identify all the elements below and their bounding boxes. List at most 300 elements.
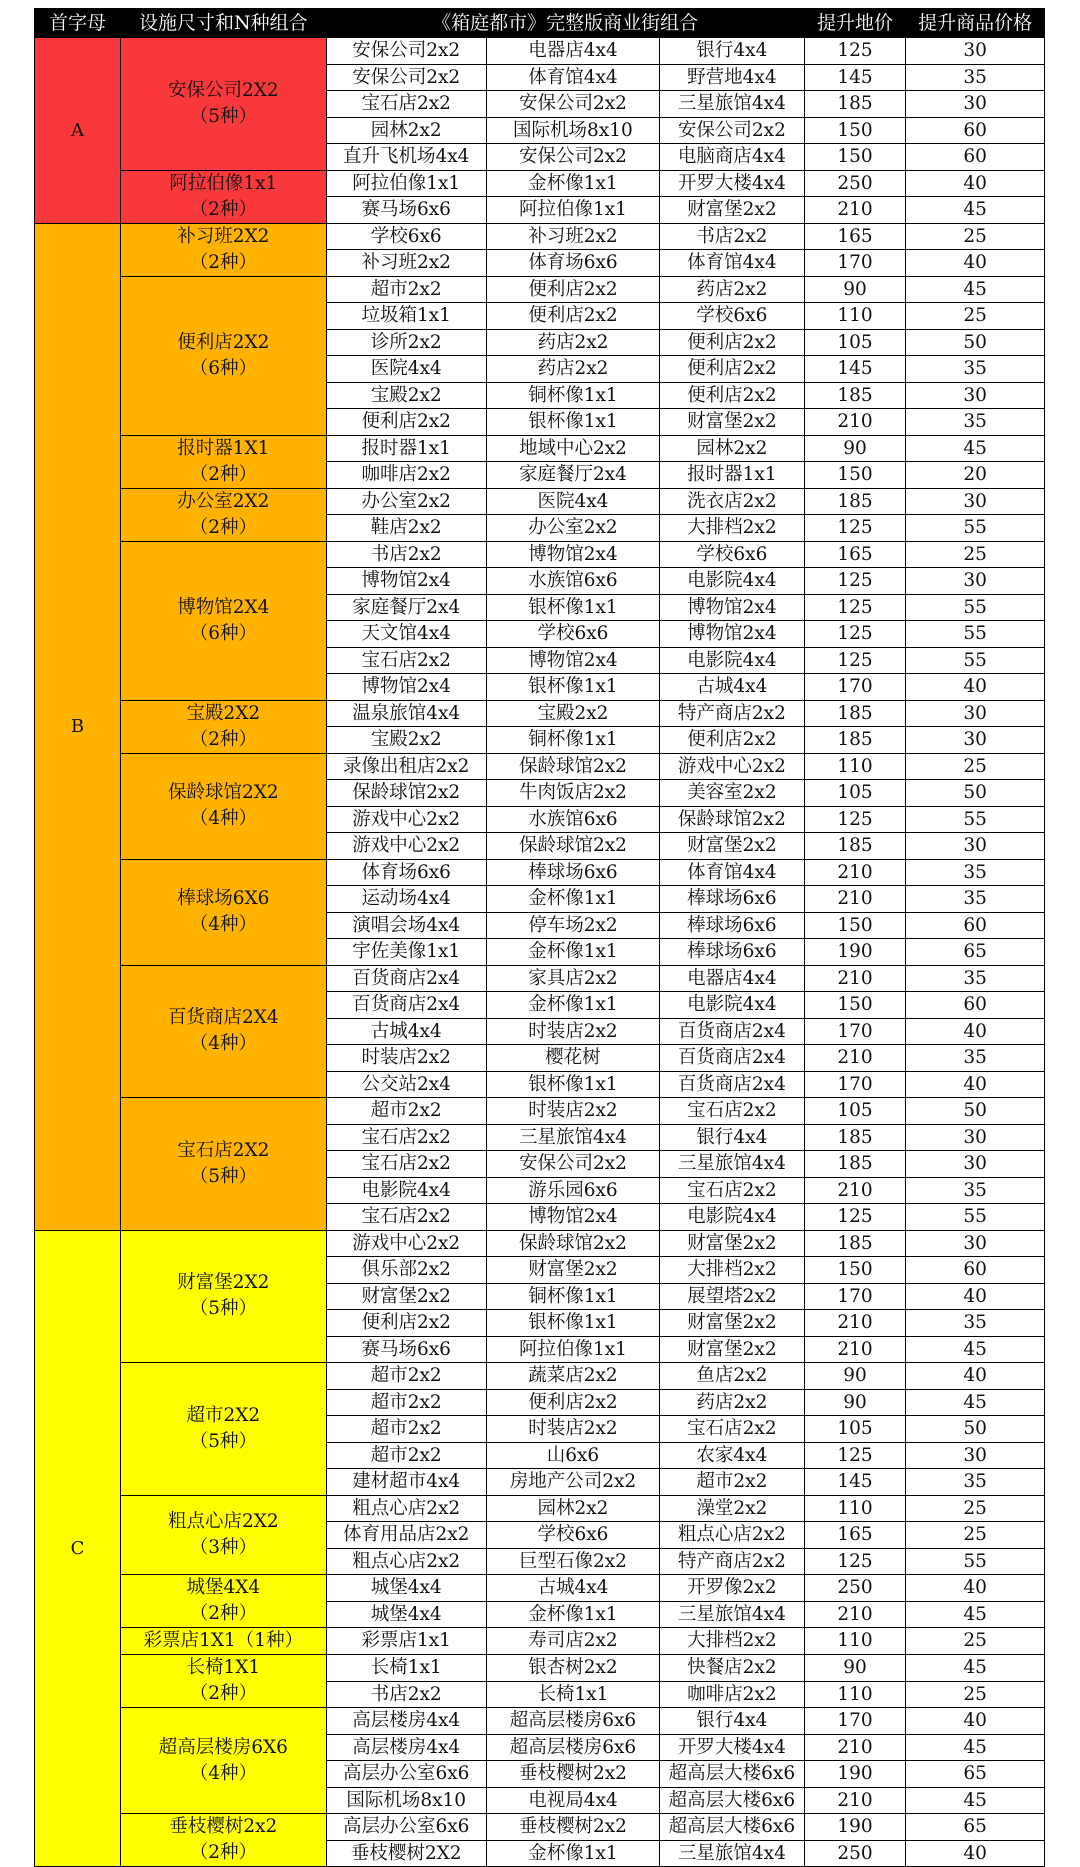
group-letter: B — [35, 223, 121, 1230]
table-row — [35, 541, 1045, 568]
combo-item-3: 电影院4x4 — [660, 647, 805, 674]
goods-price-value: 55 — [906, 647, 1045, 674]
land-price-value: 210 — [804, 1336, 906, 1363]
facility-count: （4种） — [189, 808, 257, 829]
combo-item-3: 报时器1x1 — [660, 462, 805, 489]
goods-price-value: 35 — [906, 1045, 1045, 1072]
facility-count: （2种） — [189, 516, 257, 538]
facility-name: 安保公司2X2 — [167, 79, 279, 101]
land-price-value: 125 — [804, 1204, 906, 1231]
combo-item-2: 铜杯像1x1 — [486, 382, 659, 409]
goods-price-value: 50 — [906, 1098, 1045, 1125]
goods-price-value: 25 — [906, 541, 1045, 568]
land-price-value: 185 — [804, 833, 906, 860]
land-price-value: 150 — [804, 912, 906, 939]
combo-item-1: 宝石店2x2 — [326, 1124, 486, 1151]
combo-item-1: 高层楼房4x4 — [326, 1734, 486, 1761]
combo-item-1: 长椅1x1 — [326, 1655, 486, 1682]
goods-price-value: 55 — [906, 1204, 1045, 1231]
land-price-value: 210 — [804, 1177, 906, 1204]
land-price-value: 210 — [804, 1734, 906, 1761]
goods-price-value: 30 — [906, 488, 1045, 515]
goods-price-value: 50 — [906, 1416, 1045, 1443]
goods-price-value: 40 — [906, 1283, 1045, 1310]
combo-item-2: 便利店2x2 — [486, 303, 659, 330]
combo-item-3: 棒球场6x6 — [660, 912, 805, 939]
combo-item-3: 古城4x4 — [660, 674, 805, 701]
land-price-value: 185 — [804, 1124, 906, 1151]
goods-price-value: 55 — [906, 1548, 1045, 1575]
combo-item-3: 便利店2x2 — [660, 356, 805, 383]
combo-item-1: 录像出租店2x2 — [326, 753, 486, 780]
land-price-value: 110 — [804, 753, 906, 780]
combo-item-1: 咖啡店2x2 — [326, 462, 486, 489]
facility-name: 棒球场6X6 — [177, 888, 270, 909]
goods-price-value: 30 — [906, 833, 1045, 860]
combo-item-3: 体育馆4x4 — [660, 859, 805, 886]
land-price-value: 145 — [804, 356, 906, 383]
combo-item-1: 诊所2x2 — [326, 329, 486, 356]
combo-item-3: 宝石店2x2 — [660, 1098, 805, 1125]
facility-cell — [121, 1628, 327, 1655]
combo-item-1: 赛马场6x6 — [326, 1336, 486, 1363]
facility-name: 宝殿2X2 — [186, 702, 261, 724]
land-price-value: 150 — [804, 992, 906, 1019]
land-price-value: 210 — [804, 859, 906, 886]
facility-name: 补习班2X2 — [177, 225, 270, 247]
land-price-value: 250 — [804, 170, 906, 197]
goods-price-value: 60 — [906, 144, 1045, 171]
combo-item-2: 时装店2x2 — [486, 1416, 659, 1443]
land-price-value: 125 — [804, 647, 906, 674]
combo-item-2: 银杯像1x1 — [486, 594, 659, 621]
land-price-value: 110 — [804, 303, 906, 330]
land-price-value: 210 — [804, 1601, 906, 1628]
land-price-value: 210 — [804, 409, 906, 436]
combo-item-3: 博物馆2x4 — [660, 594, 805, 621]
goods-price-value: 45 — [906, 1655, 1045, 1682]
facility-count: （6种） — [189, 622, 257, 644]
goods-price-value: 25 — [906, 1495, 1045, 1522]
land-price-value: 90 — [804, 276, 906, 303]
combo-item-2: 水族馆6x6 — [486, 806, 659, 833]
combo-item-3: 特产商店2x2 — [660, 700, 805, 727]
facility-cell — [121, 753, 327, 859]
combo-item-3: 超市2x2 — [660, 1469, 805, 1496]
facility-name: 便利店2X2 — [177, 331, 270, 353]
facility-count: （6种） — [189, 357, 257, 379]
combo-item-1: 便利店2x2 — [326, 409, 486, 436]
combo-item-2: 电器店4x4 — [486, 38, 659, 65]
combo-item-3: 宝石店2x2 — [660, 1416, 805, 1443]
land-price-value: 105 — [804, 329, 906, 356]
combo-item-3: 电脑商店4x4 — [660, 144, 805, 171]
combo-item-2: 安保公司2x2 — [486, 144, 659, 171]
combo-item-2: 金杯像1x1 — [486, 886, 659, 913]
goods-price-value: 30 — [906, 38, 1045, 65]
goods-price-value: 30 — [906, 1124, 1045, 1151]
combo-item-3: 游戏中心2x2 — [660, 753, 805, 780]
combo-item-3: 电影院4x4 — [660, 568, 805, 595]
combo-item-2: 财富堡2x2 — [486, 1257, 659, 1284]
facility-count: （4种） — [189, 1033, 257, 1055]
combo-item-2: 医院4x4 — [486, 488, 659, 515]
combo-item-1: 鞋店2x2 — [326, 515, 486, 542]
table-row — [35, 276, 1045, 303]
goods-price-value: 30 — [906, 700, 1045, 727]
goods-price-value: 25 — [906, 1522, 1045, 1549]
land-price-value: 170 — [804, 1283, 906, 1310]
combo-item-1: 超市2x2 — [326, 1389, 486, 1416]
combo-item-2: 体育场6x6 — [486, 250, 659, 277]
goods-price-value: 30 — [906, 727, 1045, 754]
goods-price-value: 25 — [906, 1681, 1045, 1708]
facility-name: 报时器1X1 — [177, 437, 270, 459]
combo-item-2: 时装店2x2 — [486, 1098, 659, 1125]
combo-item-3: 便利店2x2 — [660, 382, 805, 409]
combo-item-2: 垂枝樱树2x2 — [486, 1814, 659, 1841]
land-price-value: 125 — [804, 806, 906, 833]
combo-item-3: 药店2x2 — [660, 1389, 805, 1416]
combo-item-1: 百货商店2x4 — [326, 992, 486, 1019]
facility-cell — [121, 1575, 327, 1628]
combo-item-1: 补习班2x2 — [326, 250, 486, 277]
combo-item-1: 彩票店1x1 — [326, 1628, 486, 1655]
combo-item-2: 便利店2x2 — [486, 1389, 659, 1416]
combo-item-1: 宝殿2x2 — [326, 382, 486, 409]
combo-item-3: 大排档2x2 — [660, 515, 805, 542]
table-row — [35, 1363, 1045, 1390]
facility-name: 粗点心店2X2 — [167, 1510, 279, 1532]
combo-item-2: 房地产公司2x2 — [486, 1469, 659, 1496]
land-price-value: 105 — [804, 1098, 906, 1125]
table-row — [35, 859, 1045, 886]
combo-item-2: 银杯像1x1 — [486, 409, 659, 436]
table-row — [35, 435, 1045, 462]
goods-price-value: 35 — [906, 859, 1045, 886]
goods-price-value: 35 — [906, 886, 1045, 913]
table-row — [35, 1495, 1045, 1522]
facility-name: 超市2X2 — [186, 1404, 261, 1426]
goods-price-value: 35 — [906, 1469, 1045, 1496]
combo-item-3: 三星旅馆4x4 — [660, 1840, 805, 1867]
table-row — [35, 1098, 1045, 1125]
combo-item-2: 金杯像1x1 — [486, 1601, 659, 1628]
land-price-value: 125 — [804, 38, 906, 65]
facility-cell — [121, 1814, 327, 1867]
goods-price-value: 40 — [906, 1575, 1045, 1602]
land-price-value: 150 — [804, 117, 906, 144]
land-price-value: 125 — [804, 1442, 906, 1469]
combo-item-3: 美容室2x2 — [660, 780, 805, 807]
goods-price-value: 55 — [906, 621, 1045, 648]
land-price-value: 110 — [804, 1628, 906, 1655]
combo-item-1: 体育用品店2x2 — [326, 1522, 486, 1549]
table-row — [35, 1575, 1045, 1602]
goods-price-value: 65 — [906, 939, 1045, 966]
land-price-value: 105 — [804, 780, 906, 807]
combo-item-2: 博物馆2x4 — [486, 647, 659, 674]
combo-item-1: 博物馆2x4 — [326, 568, 486, 595]
combo-item-3: 园林2x2 — [660, 435, 805, 462]
combo-item-1: 时装店2x2 — [326, 1045, 486, 1072]
group-letter: A — [35, 38, 121, 224]
facility-name: 财富堡2X2 — [177, 1272, 270, 1294]
combo-item-1: 城堡4x4 — [326, 1575, 486, 1602]
facility-cell — [121, 1495, 327, 1575]
table-row — [35, 1655, 1045, 1682]
facility-name: 办公室2X2 — [177, 490, 270, 512]
combo-item-2: 国际机场8x10 — [486, 117, 659, 144]
goods-price-value: 45 — [906, 1336, 1045, 1363]
combo-item-1: 公交站2x4 — [326, 1071, 486, 1098]
goods-price-value: 40 — [906, 1018, 1045, 1045]
facility-cell — [121, 1708, 327, 1814]
combo-item-1: 保龄球馆2x2 — [326, 780, 486, 807]
combo-item-1: 粗点心店2x2 — [326, 1495, 486, 1522]
land-price-value: 185 — [804, 700, 906, 727]
goods-price-value: 35 — [906, 356, 1045, 383]
goods-price-value: 50 — [906, 329, 1045, 356]
facility-cell — [121, 38, 327, 171]
combo-item-2: 银杏树2x2 — [486, 1655, 659, 1682]
combo-item-2: 银杯像1x1 — [486, 674, 659, 701]
combo-item-3: 特产商店2x2 — [660, 1548, 805, 1575]
header-land-price: 提升地价 — [804, 9, 906, 38]
land-price-value: 210 — [804, 1045, 906, 1072]
combo-item-2: 铜杯像1x1 — [486, 1283, 659, 1310]
combo-item-1: 游戏中心2x2 — [326, 1230, 486, 1257]
combo-item-2: 安保公司2x2 — [486, 91, 659, 118]
land-price-value: 210 — [804, 197, 906, 224]
facility-name: 博物馆2X4 — [177, 596, 270, 618]
table-row — [35, 38, 1045, 65]
goods-price-value: 45 — [906, 1389, 1045, 1416]
goods-price-value: 55 — [906, 806, 1045, 833]
combo-item-1: 园林2x2 — [326, 117, 486, 144]
goods-price-value: 30 — [906, 1230, 1045, 1257]
facility-name: 宝石店2X2 — [177, 1139, 270, 1161]
land-price-value: 125 — [804, 515, 906, 542]
land-price-value: 150 — [804, 144, 906, 171]
combo-item-2: 金杯像1x1 — [486, 1840, 659, 1867]
combo-item-3: 粗点心店2x2 — [660, 1522, 805, 1549]
combo-item-1: 便利店2x2 — [326, 1310, 486, 1337]
facility-count: （2种） — [189, 198, 257, 220]
combo-item-1: 古城4x4 — [326, 1018, 486, 1045]
combo-item-1: 垂枝樱树2X2 — [326, 1840, 486, 1867]
combo-item-1: 俱乐部2x2 — [326, 1257, 486, 1284]
goods-price-value: 25 — [906, 223, 1045, 250]
land-price-value: 185 — [804, 1151, 906, 1178]
combo-item-1: 温泉旅馆4x4 — [326, 700, 486, 727]
combo-item-3: 洗衣店2x2 — [660, 488, 805, 515]
goods-price-value: 30 — [906, 1151, 1045, 1178]
combo-table — [34, 8, 1045, 1867]
facility-cell — [121, 859, 327, 965]
facility-cell — [121, 223, 327, 276]
combo-item-1: 书店2x2 — [326, 541, 486, 568]
facility-count: （2种） — [189, 251, 257, 273]
facility-name: 垂枝樱树2x2 — [169, 1816, 278, 1837]
land-price-value: 250 — [804, 1840, 906, 1867]
combo-item-1: 宇佐美像1x1 — [326, 939, 486, 966]
combo-item-2: 棒球场6x6 — [486, 859, 659, 886]
facility-count: （2种） — [189, 463, 257, 485]
goods-price-value: 30 — [906, 382, 1045, 409]
combo-item-1: 垃圾箱1x1 — [326, 303, 486, 330]
land-price-value: 190 — [804, 1814, 906, 1841]
combo-item-2: 电视局4x4 — [486, 1787, 659, 1814]
combo-item-3: 大排档2x2 — [660, 1628, 805, 1655]
facility-name: 城堡4X4 — [186, 1577, 261, 1598]
combo-item-1: 电影院4x4 — [326, 1177, 486, 1204]
combo-item-3: 书店2x2 — [660, 223, 805, 250]
combo-item-2: 家具店2x2 — [486, 965, 659, 992]
land-price-value: 250 — [804, 1575, 906, 1602]
land-price-value: 210 — [804, 1310, 906, 1337]
land-price-value: 170 — [804, 250, 906, 277]
combo-item-3: 野营地4x4 — [660, 64, 805, 91]
goods-price-value: 40 — [906, 250, 1045, 277]
goods-price-value: 40 — [906, 674, 1045, 701]
land-price-value: 170 — [804, 1708, 906, 1735]
land-price-value: 210 — [804, 886, 906, 913]
land-price-value: 90 — [804, 1363, 906, 1390]
table-body — [35, 38, 1045, 1867]
land-price-value: 210 — [804, 1787, 906, 1814]
combo-item-2: 超高层楼房6x6 — [486, 1734, 659, 1761]
land-price-value: 125 — [804, 594, 906, 621]
combo-item-1: 博物馆2x4 — [326, 674, 486, 701]
table-row — [35, 700, 1045, 727]
combo-item-3: 安保公司2x2 — [660, 117, 805, 144]
goods-price-value: 60 — [906, 992, 1045, 1019]
combo-item-2: 博物馆2x4 — [486, 541, 659, 568]
facility-cell — [121, 170, 327, 223]
combo-item-1: 宝石店2x2 — [326, 91, 486, 118]
combo-item-2: 长椅1x1 — [486, 1681, 659, 1708]
combo-item-2: 垂枝樱树2x2 — [486, 1761, 659, 1788]
facility-name: 超高层楼房6X6 — [158, 1736, 288, 1758]
combo-item-1: 办公室2x2 — [326, 488, 486, 515]
combo-item-2: 学校6x6 — [486, 1522, 659, 1549]
combo-item-2: 体育馆4x4 — [486, 64, 659, 91]
goods-price-value: 40 — [906, 1840, 1045, 1867]
combo-item-3: 开罗像2x2 — [660, 1575, 805, 1602]
combo-item-3: 展望塔2x2 — [660, 1283, 805, 1310]
facility-cell — [121, 541, 327, 700]
combo-item-3: 澡堂2x2 — [660, 1495, 805, 1522]
goods-price-value: 30 — [906, 1442, 1045, 1469]
goods-price-value: 20 — [906, 462, 1045, 489]
combo-item-2: 三星旅馆4x4 — [486, 1124, 659, 1151]
header-row — [35, 9, 1045, 38]
goods-price-value: 35 — [906, 1177, 1045, 1204]
combo-item-2: 巨型石像2x2 — [486, 1548, 659, 1575]
combo-item-3: 财富堡2x2 — [660, 197, 805, 224]
combo-item-1: 城堡4x4 — [326, 1601, 486, 1628]
combo-item-3: 便利店2x2 — [660, 329, 805, 356]
header-combo: 《箱庭都市》完整版商业街组合 — [326, 9, 804, 38]
combo-item-1: 运动场4x4 — [326, 886, 486, 913]
goods-price-value: 60 — [906, 117, 1045, 144]
combo-item-2: 安保公司2x2 — [486, 1151, 659, 1178]
combo-item-2: 博物馆2x4 — [486, 1204, 659, 1231]
combo-item-1: 超市2x2 — [326, 1416, 486, 1443]
combo-item-2: 山6x6 — [486, 1442, 659, 1469]
facility-name: 长椅1X1 — [186, 1657, 261, 1678]
combo-item-2: 保龄球馆2x2 — [486, 753, 659, 780]
combo-item-2: 宝殿2x2 — [486, 700, 659, 727]
goods-price-value: 60 — [906, 1257, 1045, 1284]
combo-item-3: 棒球场6x6 — [660, 886, 805, 913]
combo-item-2: 水族馆6x6 — [486, 568, 659, 595]
combo-item-3: 咖啡店2x2 — [660, 1681, 805, 1708]
combo-item-3: 超高层大楼6x6 — [660, 1814, 805, 1841]
combo-item-3: 三星旅馆4x4 — [660, 1151, 805, 1178]
combo-item-1: 宝石店2x2 — [326, 1204, 486, 1231]
combo-item-3: 开罗大楼4x4 — [660, 1734, 805, 1761]
combo-item-1: 粗点心店2x2 — [326, 1548, 486, 1575]
combo-item-1: 学校6x6 — [326, 223, 486, 250]
facility-count: （3种） — [189, 1536, 257, 1558]
combo-item-3: 电器店4x4 — [660, 965, 805, 992]
goods-price-value: 35 — [906, 965, 1045, 992]
facility-cell — [121, 435, 327, 488]
combo-item-1: 阿拉伯像1x1 — [326, 170, 486, 197]
table-row — [35, 1814, 1045, 1841]
combo-item-3: 百货商店2x4 — [660, 1018, 805, 1045]
land-price-value: 150 — [804, 462, 906, 489]
combo-item-3: 三星旅馆4x4 — [660, 91, 805, 118]
table-row — [35, 223, 1045, 250]
combo-item-3: 财富堡2x2 — [660, 1230, 805, 1257]
goods-price-value: 45 — [906, 435, 1045, 462]
combo-item-3: 便利店2x2 — [660, 727, 805, 754]
facility-name: 保龄球馆2X2 — [167, 782, 279, 803]
combo-item-3: 银行4x4 — [660, 38, 805, 65]
combo-item-3: 财富堡2x2 — [660, 1336, 805, 1363]
land-price-value: 165 — [804, 223, 906, 250]
header-goods-price: 提升商品价格 — [906, 9, 1045, 38]
combo-item-1: 宝石店2x2 — [326, 1151, 486, 1178]
goods-price-value: 40 — [906, 1708, 1045, 1735]
facility-count: （5种） — [189, 1298, 257, 1320]
land-price-value: 170 — [804, 1018, 906, 1045]
combo-item-1: 高层办公室6x6 — [326, 1814, 486, 1841]
land-price-value: 165 — [804, 541, 906, 568]
combo-item-3: 财富堡2x2 — [660, 1310, 805, 1337]
combo-item-2: 药店2x2 — [486, 356, 659, 383]
combo-item-2: 金杯像1x1 — [486, 170, 659, 197]
group-letter: C — [35, 1230, 121, 1867]
land-price-value: 165 — [804, 1522, 906, 1549]
goods-price-value: 30 — [906, 568, 1045, 595]
combo-item-2: 学校6x6 — [486, 621, 659, 648]
goods-price-value: 40 — [906, 1363, 1045, 1390]
goods-price-value: 65 — [906, 1761, 1045, 1788]
combo-item-3: 农家4x4 — [660, 1442, 805, 1469]
combo-item-2: 金杯像1x1 — [486, 939, 659, 966]
table-row — [35, 1628, 1045, 1655]
combo-item-2: 蔬菜店2x2 — [486, 1363, 659, 1390]
combo-item-3: 宝石店2x2 — [660, 1177, 805, 1204]
land-price-value: 110 — [804, 1495, 906, 1522]
combo-item-3: 财富堡2x2 — [660, 409, 805, 436]
combo-item-3: 财富堡2x2 — [660, 833, 805, 860]
land-price-value: 125 — [804, 568, 906, 595]
